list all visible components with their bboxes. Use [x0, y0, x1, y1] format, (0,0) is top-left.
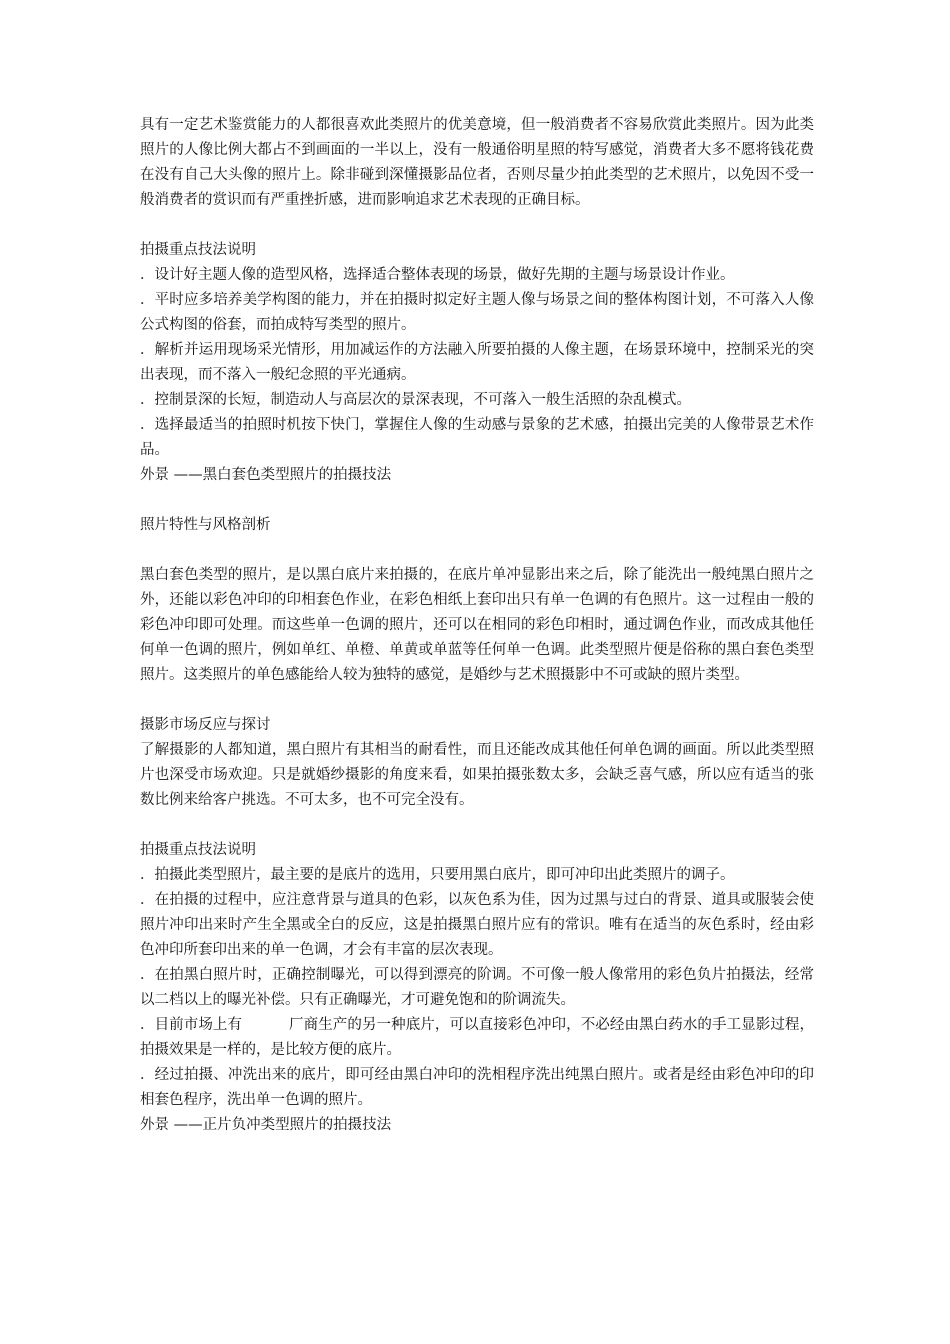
section-title-bw: 外景 ——黑白套色类型照片的拍摄技法	[140, 467, 392, 483]
tech-item-bw: ．在拍摄的过程中，应注意背景与道具的色彩，以灰色系为佳，因为过黑与过白的背景、道具或服装会使照片冲印出来时产生全黑或全白的反应，这是拍摄黑白照片应有的常识。唯有在适当的灰色系时，经由彩色冲印所套印出来的单一色调，才会有丰富的层次表现。	[140, 892, 814, 958]
tech-item: ．平时应多培养美学构图的能力，并在拍摄时拟定好主题人像与场景之间的整体构图计划，不可落入人像公式构图的俗套，而拍成特写类型的照片。	[140, 292, 814, 333]
tech-item-bw: ．在拍黑白照片时，正确控制曝光，可以得到漂亮的阶调。不可像一般人像常用的彩色负片拍摄法，经常以二档以上的曝光补偿。只有正确曝光，才可避免饱和的阶调流失。	[140, 967, 814, 1008]
tech-item: ．控制景深的长短，制造动人与高层次的景深表现，不可落入一般生活照的杂乱模式。	[140, 392, 691, 408]
spacer	[140, 688, 814, 713]
features-paragraph: 黑白套色类型的照片，是以黑白底片来拍摄的，在底片单冲显影出来之后，除了能洗出一般纯黑白照片之外，还能以彩色冲印的印相套色作业，在彩色相纸上套印出只有单一色调的有色照片。这一过程由一般的彩色冲印即可处理。而这些单一色调的照片，还可以在相同的彩色印相时，通过调色作业，而改成其他任何单一色调的照片，例如单红、单橙、单黄或单蓝等任何单一色调。此类型照片便是俗称的黑白套色类型照片。这类照片的单色感能给人较为独特的感觉，是婚纱与艺术照摄影中不可或缺的照片类型。	[140, 567, 814, 683]
intro-paragraph: 具有一定艺术鉴赏能力的人都很喜欢此类照片的优美意境，但一般消费者不容易欣赏此类照片。因为此类照片的人像比例大都占不到画面的一半以上，没有一般通俗明星照的特写感觉，消费者大多不愿将钱花费在没有自己大头像的照片上。除非碰到深懂摄影品位者，否则尽量少拍此类型的艺术照片，以免因不受一般消费者的赏识而有严重挫折感，进而影响追求艺术表现的正确目标。	[140, 117, 814, 208]
market-heading: 摄影市场反应与探讨	[140, 717, 271, 733]
spacer	[140, 213, 814, 238]
spacer	[140, 488, 814, 513]
document-page	[140, 113, 814, 1138]
tech-item: ．设计好主题人像的造型风格，选择适合整体表现的场景，做好先期的主题与场景设计作业。	[140, 267, 735, 283]
tech-item-bw: ．目前市场上有 厂商生产的另一种底片，可以直接彩色冲印，不必经由黑白药水的手工显影过程，拍摄效果是一样的，是比较方便的底片。	[140, 1017, 814, 1058]
tech-item-bw: ．经过拍摄、冲洗出来的底片，即可经由黑白冲印的洗相程序洗出纯黑白照片。或者是经由彩色冲印的印相套色程序，洗出单一色调的照片。	[140, 1067, 814, 1108]
tech-item-bw: ．拍摄此类型照片，最主要的是底片的选用，只要用黑白底片，即可冲印出此类照片的调子。	[140, 867, 735, 883]
tech-heading-bw: 拍摄重点技法说明	[140, 842, 256, 858]
spacer	[140, 813, 814, 838]
spacer	[140, 538, 814, 563]
tech-item: ．解析并运用现场采光情形，用加减运作的方法融入所要拍摄的人像主题，在场景环境中，控制采光的突出表现，而不落入一般纪念照的平光通病。	[140, 342, 814, 383]
tech-item: ．选择最适当的拍照时机按下快门，掌握住人像的生动感与景象的艺术感，拍摄出完美的人像带景艺术作品。	[140, 417, 814, 458]
section-title-reversal: 外景 ——正片负冲类型照片的拍摄技法	[140, 1117, 392, 1133]
tech-heading: 拍摄重点技法说明	[140, 242, 256, 258]
features-heading: 照片特性与风格剖析	[140, 517, 271, 533]
market-paragraph: 了解摄影的人都知道，黑白照片有其相当的耐看性，而且还能改成其他任何单色调的画面。所以此类型照片也深受市场欢迎。只是就婚纱摄影的角度来看，如果拍摄张数太多，会缺乏喜气感，所以应有适当的张数比例来给客户挑选。不可太多，也不可完全没有。	[140, 742, 814, 808]
